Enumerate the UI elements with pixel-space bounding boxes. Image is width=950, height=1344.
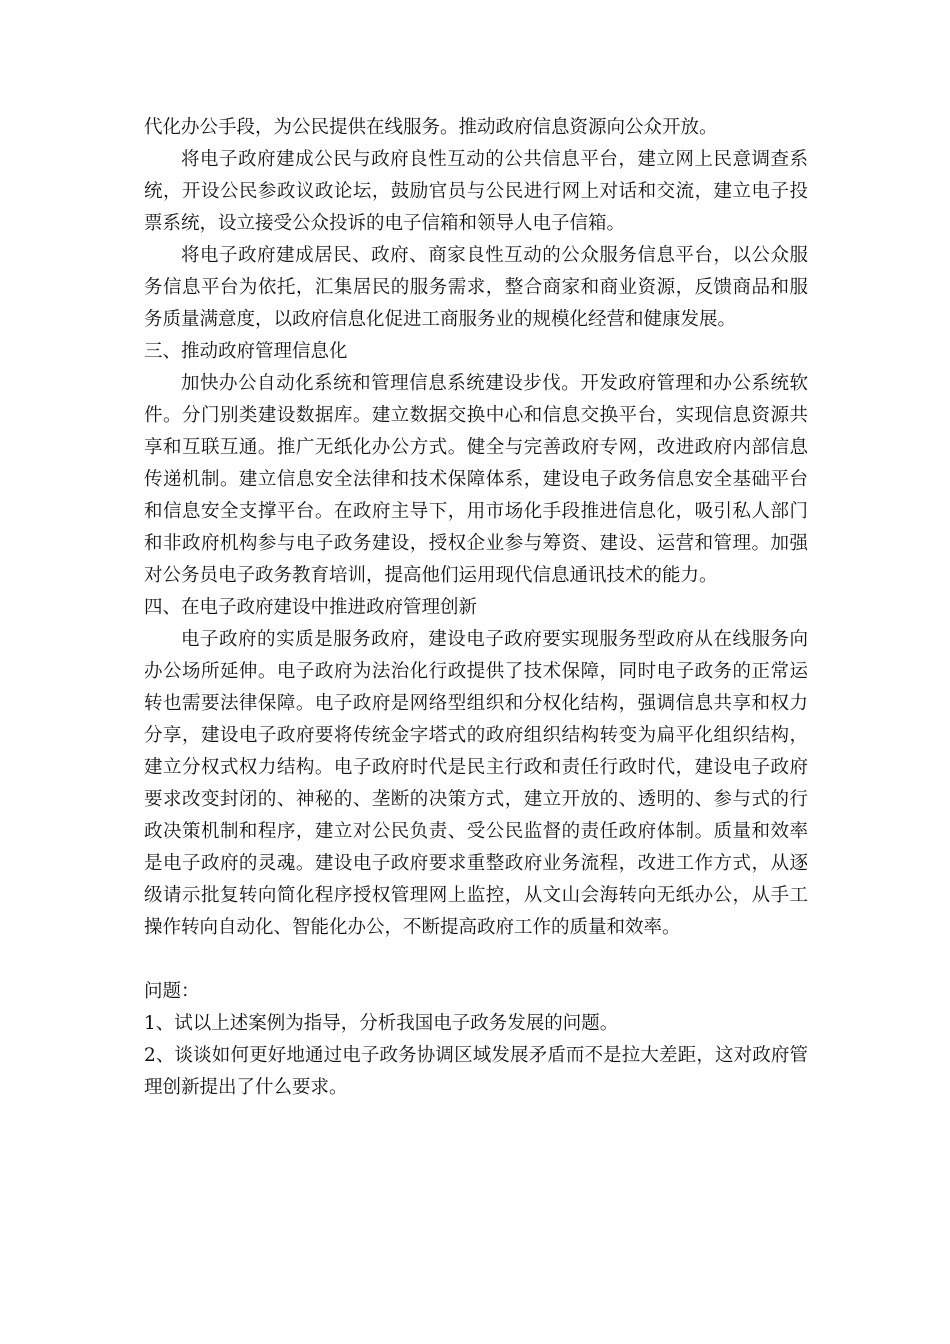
paragraph-management-informatization: 加快办公自动化系统和管理信息系统建设步伐。开发政府管理和办公系统软件。分门别类建设数据库。建立数据交换中心和信息交换平台，实现信息资源共享和互联互通。推广无纸化办公方式。健全与完善政府专网，改进政府内部信息传递机制。建立信息安全法律和技术保障体系，建设电子政务信息安全基础平台和信息安全支撑平台。在政府主导下，用市场化手段推进信息化，吸引私人部门和非政府机构参与电子政务建设，授权企业参与筹资、建设、运营和管理。加强对公务员电子政务教育培训，提高他们运用现代信息通讯技术的能力。 xyxy=(144,373,808,586)
section-heading-3: 三、推动政府管理信息化 xyxy=(144,341,348,362)
paragraph-public-platform: 将电子政府建成公民与政府良性互动的公共信息平台，建立网上民意调查系统，开设公民参政议政论坛，鼓励官员与公民进行网上对话和交流，建立电子投票系统，设立接受公众投诉的电子信箱和领导人电子信箱。 xyxy=(144,149,808,234)
questions-title: 问题： xyxy=(144,981,200,1002)
document-page xyxy=(144,112,808,1104)
question-2: 2、谈谈如何更好地通过电子政务协调区域发展矛盾而不是拉大差距，这对政府管理创新提出了什么要求。 xyxy=(144,1045,808,1098)
section-heading-4: 四、在电子政府建设中推进政府管理创新 xyxy=(144,597,478,618)
paragraph-continuation: 代化办公手段，为公民提供在线服务。推动政府信息资源向公众开放。 xyxy=(144,117,718,138)
paragraph-management-innovation: 电子政府的实质是服务政府，建设电子政府要实现服务型政府从在线服务向办公场所延伸。电子政府为法治化行政提供了技术保障，同时电子政务的正常运转也需要法律保障。电子政府是网络型组织和分权化结构，强调信息共享和权力分享，建设电子政府要将传统金字塔式的政府组织结构转变为扁平化组织结构，建立分权式权力结构。电子政府时代是民主行政和责任行政时代，建设电子政府要求改变封闭的、神秘的、垄断的决策方式，建立开放的、透明的、参与式的行政决策机制和程序，建立对公民负责、受公民监督的责任政府体制。质量和效率是电子政府的灵魂。建设电子政府要求重整政府业务流程，改进工作方式，从逐级请示批复转向简化程序授权管理网上监控，从文山会海转向无纸办公，从手工操作转向自动化、智能化办公，不断提高政府工作的质量和效率。 xyxy=(144,629,808,938)
paragraph-service-platform: 将电子政府建成居民、政府、商家良性互动的公众服务信息平台，以公众服务信息平台为依托，汇集居民的服务需求，整合商家和商业资源，反馈商品和服务质量满意度，以政府信息化促进工商服务业的规模化经营和健康发展。 xyxy=(144,245,808,330)
question-1: 1、试以上述案例为指导，分析我国电子政务发展的问题。 xyxy=(144,1013,619,1034)
blank-line xyxy=(144,944,808,976)
